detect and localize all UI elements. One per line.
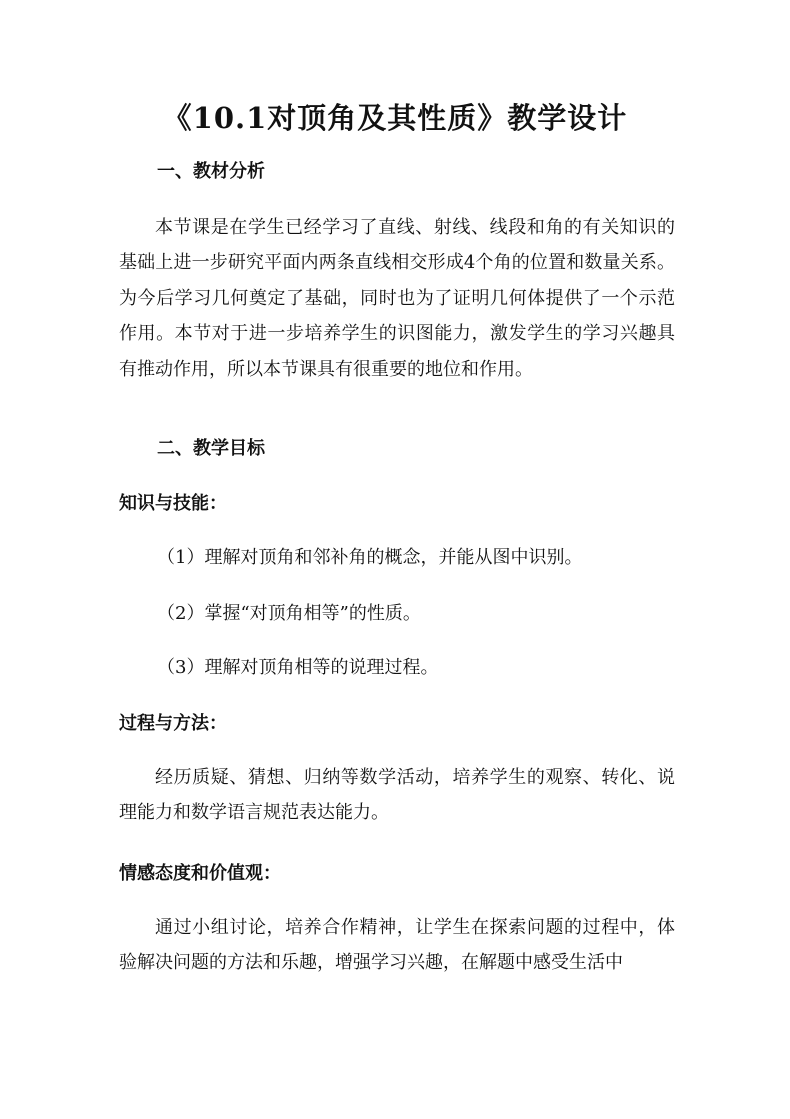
- subheading-process-methods: 过程与方法：: [119, 713, 227, 734]
- knowledge-item-1: （1）理解对顶角和邻补角的概念，并能从图中识别。: [157, 547, 583, 568]
- knowledge-item-3: （3）理解对顶角相等的说理过程。: [157, 657, 439, 678]
- emotion-values-paragraph: 通过小组讨论，培养合作精神，让学生在探索问题的过程中，体验解决问题的方法和乐趣，增强学习兴趣，在解题中感受生活中: [119, 917, 675, 974]
- section-heading-teaching-goals: 二、教学目标: [157, 438, 265, 459]
- material-analysis-paragraph: 本节课是在学生已经学习了直线、射线、线段和角的有关知识的基础上进一步研究平面内两条直线相交形成4个角的位置和数量关系。为今后学习几何奠定了基础，同时也为了证明几何体提供了一个示范作用。本节对于进一步培养学生的识图能力，激发学生的学习兴趣具有推动作用，所以本节课具有很重要的地位和作用。: [119, 217, 675, 380]
- knowledge-item-2: （2）掌握“对顶角相等”的性质。: [157, 603, 421, 624]
- document-title: 《10.1对顶角及其性质》教学设计: [162, 101, 628, 135]
- subheading-emotion-values: 情感态度和价值观：: [119, 863, 281, 884]
- process-methods-paragraph: 经历质疑、猜想、归纳等数学活动，培养学生的观察、转化、说理能力和数学语言规范表达能力。: [119, 767, 675, 824]
- section-heading-material-analysis: 一、教材分析: [157, 161, 265, 182]
- subheading-knowledge-skills: 知识与技能：: [119, 493, 227, 514]
